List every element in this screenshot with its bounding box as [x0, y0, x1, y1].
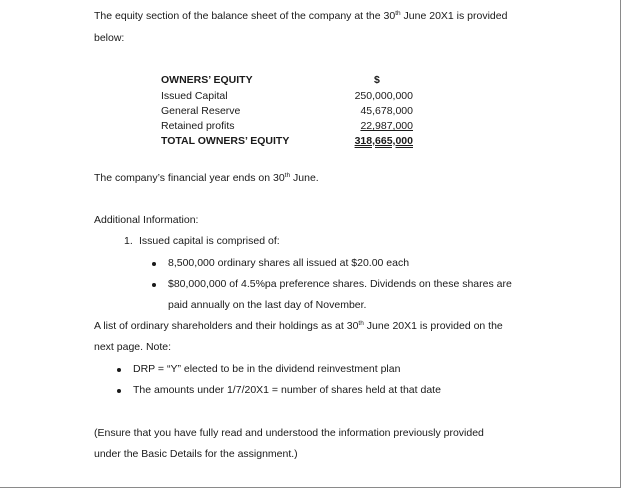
shareholders-ordinal: th — [358, 320, 364, 327]
currency-symbol: $ — [374, 74, 380, 86]
shareholders-text-tail: June 20X1 is provided on the — [363, 320, 503, 332]
intro-line-2: below: — [94, 32, 125, 44]
fiscal-year-line — [94, 172, 319, 184]
fiscal-year-tail: June. — [290, 172, 319, 184]
equity-row-value: 45,678,000 — [360, 105, 413, 117]
sub-bullet-text: 8,500,000 ordinary shares all issued at $20.00 each — [168, 257, 410, 269]
bullet-icon — [117, 389, 121, 393]
closing-line-2: under the Basic Details for the assignment.) — [94, 448, 298, 460]
intro-text-tail: June 20X1 is provided — [400, 10, 508, 22]
note-bullet-text: DRP = “Y” elected to be in the dividend reinvestment plan — [133, 363, 401, 375]
bullet-icon — [152, 283, 156, 287]
bullet-icon — [117, 368, 121, 372]
sub-bullet-continuation: paid annually on the last day of November. — [168, 299, 367, 311]
bullet-icon — [152, 262, 156, 266]
equity-heading: OWNERS’ EQUITY — [161, 74, 253, 86]
intro-text: The equity section of the balance sheet of the company at the 30 — [94, 10, 396, 22]
equity-total-value: 318,665,000 — [354, 135, 413, 147]
equity-row-label: Issued Capital — [161, 90, 228, 102]
equity-row-value: 22,987,000 — [360, 120, 413, 132]
equity-row-label: General Reserve — [161, 105, 241, 117]
equity-total-label: TOTAL OWNERS’ EQUITY — [161, 135, 290, 147]
fiscal-year-text: The company’s financial year ends on 30 — [94, 172, 285, 184]
intro-ordinal: th — [395, 10, 401, 17]
intro-line-1 — [94, 10, 507, 22]
shareholders-text: A list of ordinary shareholders and their holdings as at 30 — [94, 320, 359, 332]
list-item-text: Issued capital is comprised of: — [139, 235, 280, 247]
additional-heading: Additional Information: — [94, 214, 199, 226]
shareholders-line-1 — [94, 320, 503, 332]
list-item-number: 1. — [124, 235, 133, 247]
closing-line-1: (Ensure that you have fully read and understood the information previously provided — [94, 427, 484, 439]
sub-bullet-text: $80,000,000 of 4.5%pa preference shares. Dividends on these shares are — [168, 278, 512, 290]
equity-row-label: Retained profits — [161, 120, 235, 132]
shareholders-line-2: next page. Note: — [94, 341, 172, 353]
note-bullet-text: The amounts under 1/7/20X1 = number of shares held at that date — [133, 384, 441, 396]
equity-row-value: 250,000,000 — [354, 90, 413, 102]
fiscal-year-ordinal: th — [284, 172, 291, 179]
